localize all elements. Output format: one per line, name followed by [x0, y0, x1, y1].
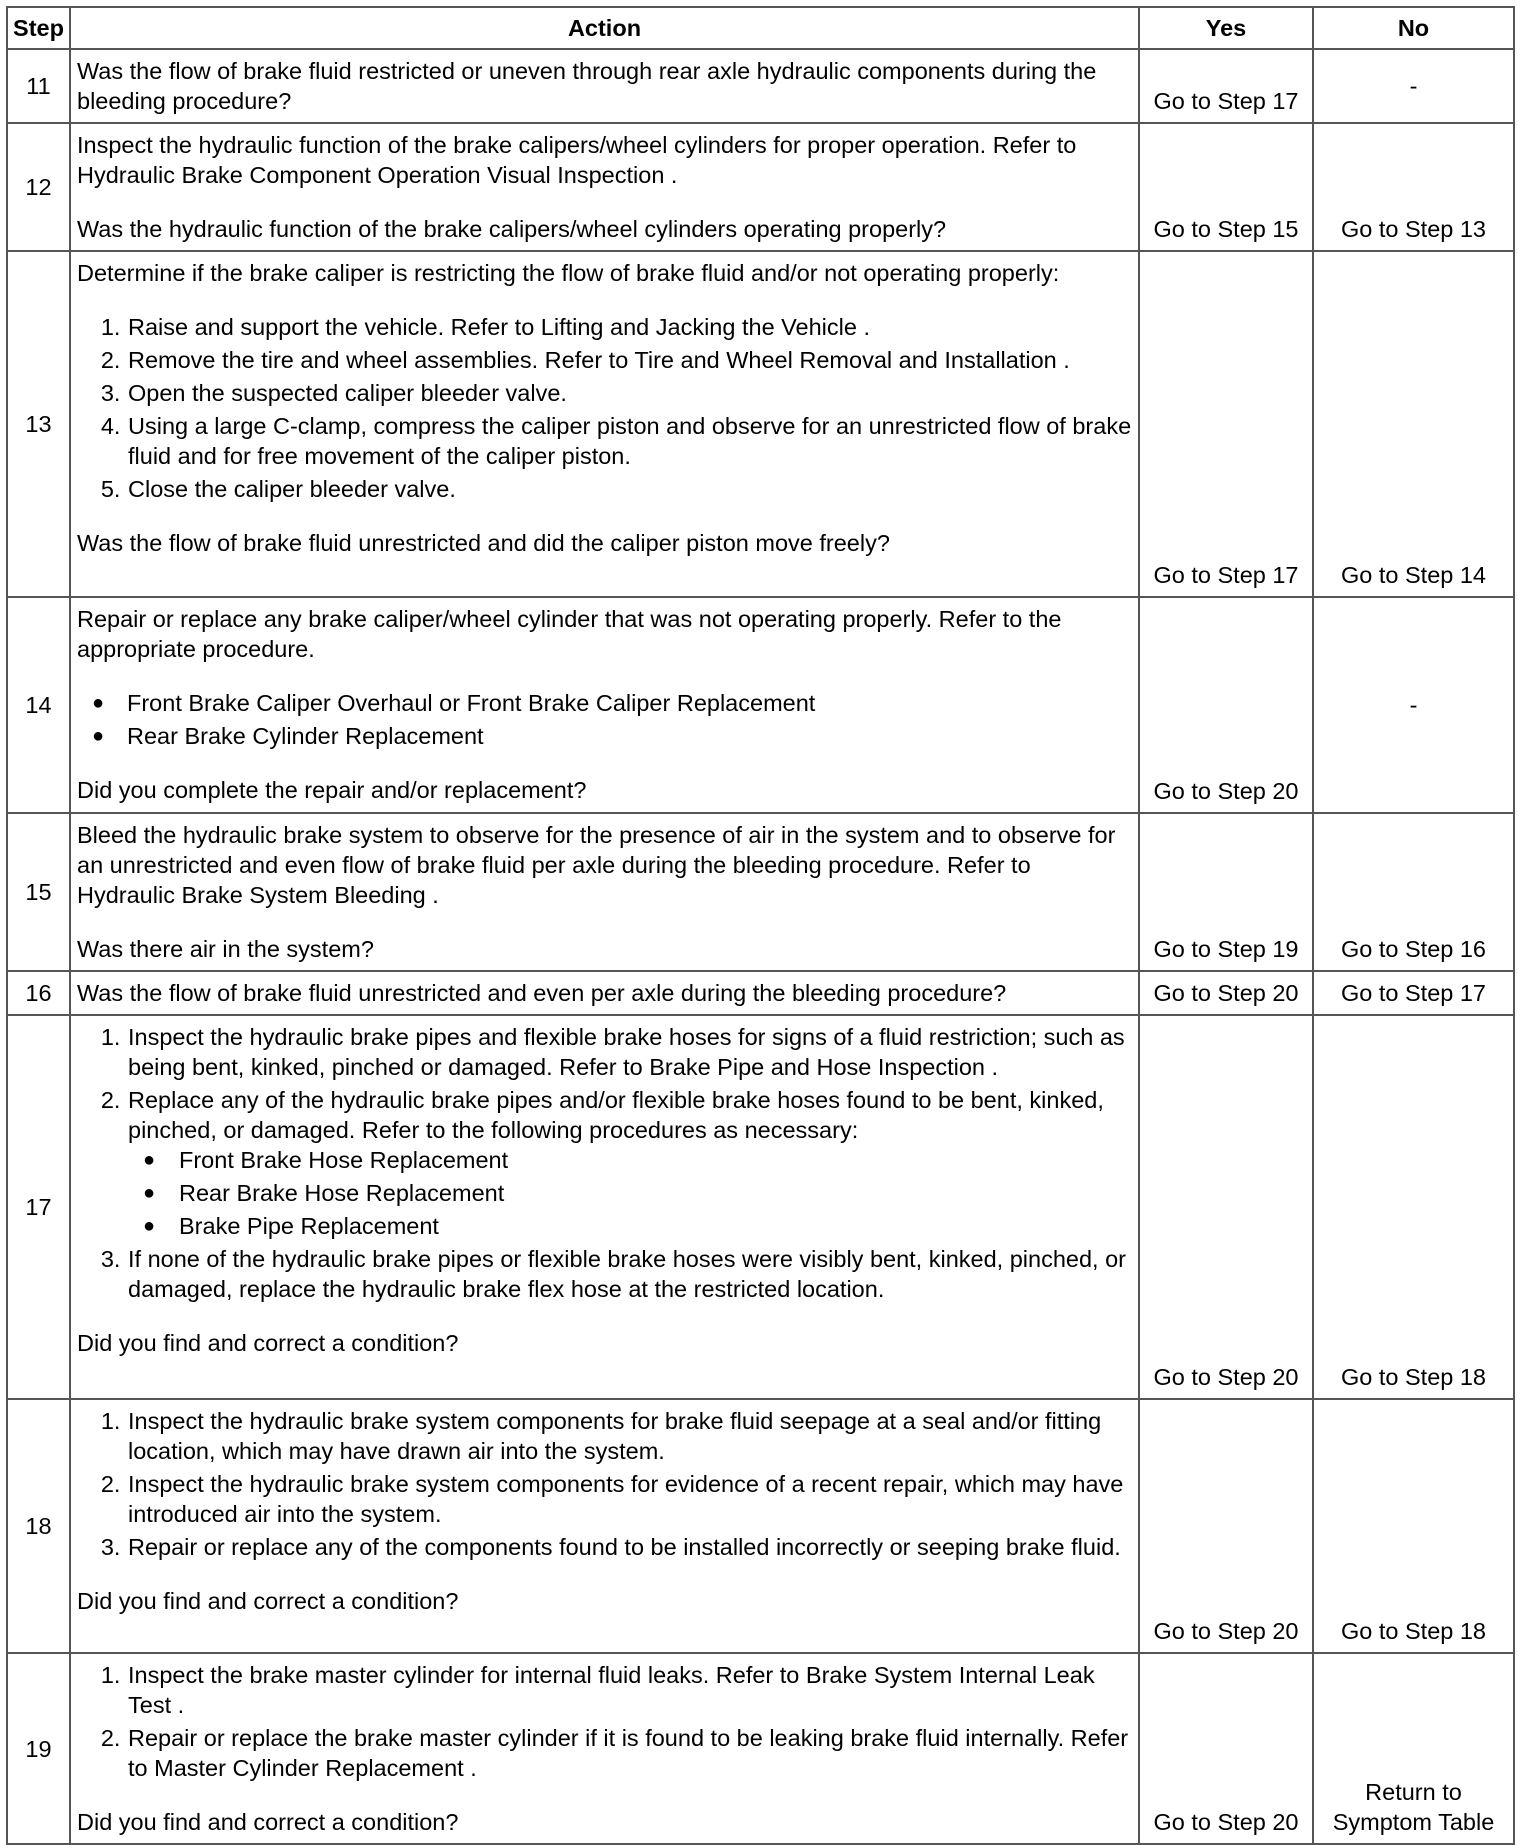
diagnostic-document — [6, 6, 1515, 1845]
action-text: Inspect the hydraulic function of the brake calipers/wheel cylinders for proper operation. Refer to Hydraulic Brake Component Operation Visual Inspection . — [77, 132, 1077, 188]
action-text: Repair or replace any brake caliper/wheel cylinder that was not operating properly. Refer to the appropriate procedure. — [77, 606, 1062, 662]
action-question: Did you find and correct a condition? — [77, 1588, 459, 1614]
action-question: Was the hydraulic function of the brake calipers/wheel cylinders operating properly? — [77, 216, 947, 242]
header-action: Action — [70, 7, 1139, 49]
sublist-item: ● Front Brake Hose Replacement — [178, 1145, 1132, 1175]
list-item: 5. Close the caliper bleeder valve. — [127, 474, 1132, 504]
step-number: 17 — [7, 1015, 70, 1399]
yes-result: Go to Step 20 — [1139, 1015, 1313, 1399]
table-row — [7, 597, 1514, 813]
list-item: 1. Inspect the hydraulic brake system components for brake fluid seepage at a seal and/or fitting location, which may have drawn air into the system. — [127, 1406, 1132, 1466]
table-row — [7, 49, 1514, 123]
action-cell — [70, 1653, 1139, 1844]
list-item: 2. Remove the tire and wheel assemblies. Refer to Tire and Wheel Removal and Installation . — [127, 345, 1132, 375]
step-number: 13 — [7, 251, 70, 597]
action-cell — [70, 971, 1139, 1015]
list-item: 3. Repair or replace any of the components found to be installed incorrectly or seeping brake fluid. — [127, 1532, 1132, 1562]
step-number: 15 — [7, 813, 70, 971]
action-cell — [70, 123, 1139, 251]
yes-result: Go to Step 20 — [1139, 971, 1313, 1015]
no-result: Return to Symptom Table — [1313, 1653, 1514, 1844]
action-text: Determine if the brake caliper is restricting the flow of brake fluid and/or not operating properly: — [77, 260, 1060, 286]
no-result: - — [1313, 597, 1514, 813]
action-question: Did you find and correct a condition? — [77, 1330, 459, 1356]
no-result: Go to Step 16 — [1313, 813, 1514, 971]
action-cell — [70, 597, 1139, 813]
procedure-sublist — [128, 1145, 1132, 1241]
action-cell — [70, 813, 1139, 971]
action-text: Bleed the hydraulic brake system to observe for the presence of air in the system and to observe for an unrestricted and even flow of brake fluid per axle during the bleeding procedure. Refer to Hydraulic Brake System Bleeding . — [77, 822, 1116, 908]
table-row — [7, 1015, 1514, 1399]
list-item: 4. Using a large C-clamp, compress the caliper piston and observe for an unrestricted flow of brake fluid and for free movement of the caliper piston. — [127, 411, 1132, 471]
list-item: 2. Repair or replace the brake master cylinder if it is found to be leaking brake fluid internally. Refer to Master Cylinder Replacement . — [127, 1723, 1132, 1783]
procedure-list — [77, 1022, 1132, 1304]
step-number: 18 — [7, 1399, 70, 1653]
action-cell — [70, 251, 1139, 597]
table-row — [7, 1653, 1514, 1844]
list-item-text: Replace any of the hydraulic brake pipes and/or flexible brake hoses found to be bent, kinked, pinched, or damaged. Refer to the following procedures as necessary: — [128, 1087, 1104, 1143]
table-row — [7, 123, 1514, 251]
list-item — [127, 1085, 1132, 1241]
procedure-list — [77, 1660, 1132, 1783]
yes-result: Go to Step 20 — [1139, 1653, 1313, 1844]
action-text: Was the flow of brake fluid restricted or uneven through rear axle hydraulic components during the bleeding procedure? — [77, 58, 1097, 114]
no-result: Go to Step 18 — [1313, 1399, 1514, 1653]
no-result: Go to Step 13 — [1313, 123, 1514, 251]
table-row — [7, 251, 1514, 597]
yes-result: Go to Step 15 — [1139, 123, 1313, 251]
step-number: 14 — [7, 597, 70, 813]
step-number: 16 — [7, 971, 70, 1015]
no-result: - — [1313, 49, 1514, 123]
yes-result: Go to Step 17 — [1139, 251, 1313, 597]
table-row — [7, 971, 1514, 1015]
yes-result: Go to Step 19 — [1139, 813, 1313, 971]
header-yes: Yes — [1139, 7, 1313, 49]
list-item: ● Front Brake Caliper Overhaul or Front Brake Caliper Replacement — [127, 688, 1132, 718]
table-row — [7, 1399, 1514, 1653]
table-row — [7, 813, 1514, 971]
step-number: 12 — [7, 123, 70, 251]
header-row — [7, 7, 1514, 49]
no-result: Go to Step 17 — [1313, 971, 1514, 1015]
action-cell — [70, 1399, 1139, 1653]
step-number: 11 — [7, 49, 70, 123]
diagnostic-table — [6, 6, 1515, 1845]
procedure-list — [77, 1406, 1132, 1562]
list-item: 2. Inspect the hydraulic brake system components for evidence of a recent repair, which may have introduced air into the system. — [127, 1469, 1132, 1529]
step-number: 19 — [7, 1653, 70, 1844]
list-item: 3. If none of the hydraulic brake pipes or flexible brake hoses were visibly bent, kinked, pinched, or damaged, replace the hydraulic brake flex hose at the restricted location. — [127, 1244, 1132, 1304]
list-item: 3. Open the suspected caliper bleeder valve. — [127, 378, 1132, 408]
sublist-item: ● Rear Brake Hose Replacement — [178, 1178, 1132, 1208]
no-result: Go to Step 18 — [1313, 1015, 1514, 1399]
sublist-item: ● Brake Pipe Replacement — [178, 1211, 1132, 1241]
yes-result: Go to Step 17 — [1139, 49, 1313, 123]
list-item: ● Rear Brake Cylinder Replacement — [127, 721, 1132, 751]
action-question: Was the flow of brake fluid unrestricted and did the caliper piston move freely? — [77, 530, 890, 556]
list-item: 1. Inspect the brake master cylinder for internal fluid leaks. Refer to Brake System Internal Leak Test . — [127, 1660, 1132, 1720]
action-question: Did you find and correct a condition? — [77, 1809, 459, 1835]
yes-result: Go to Step 20 — [1139, 597, 1313, 813]
header-step: Step — [7, 7, 70, 49]
header-no: No — [1313, 7, 1514, 49]
action-question: Did you complete the repair and/or replacement? — [77, 777, 587, 803]
yes-result: Go to Step 20 — [1139, 1399, 1313, 1653]
action-text: Was the flow of brake fluid unrestricted and even per axle during the bleeding procedure? — [77, 980, 1007, 1006]
action-cell — [70, 49, 1139, 123]
procedure-list — [77, 312, 1132, 504]
no-result: Go to Step 14 — [1313, 251, 1514, 597]
list-item: 1. Raise and support the vehicle. Refer to Lifting and Jacking the Vehicle . — [127, 312, 1132, 342]
action-question: Was there air in the system? — [77, 936, 374, 962]
list-item: 1. Inspect the hydraulic brake pipes and flexible brake hoses for signs of a fluid restriction; such as being bent, kinked, pinched or damaged. Refer to Brake Pipe and Hose Inspection . — [127, 1022, 1132, 1082]
action-cell — [70, 1015, 1139, 1399]
procedure-bullets — [77, 688, 1132, 751]
